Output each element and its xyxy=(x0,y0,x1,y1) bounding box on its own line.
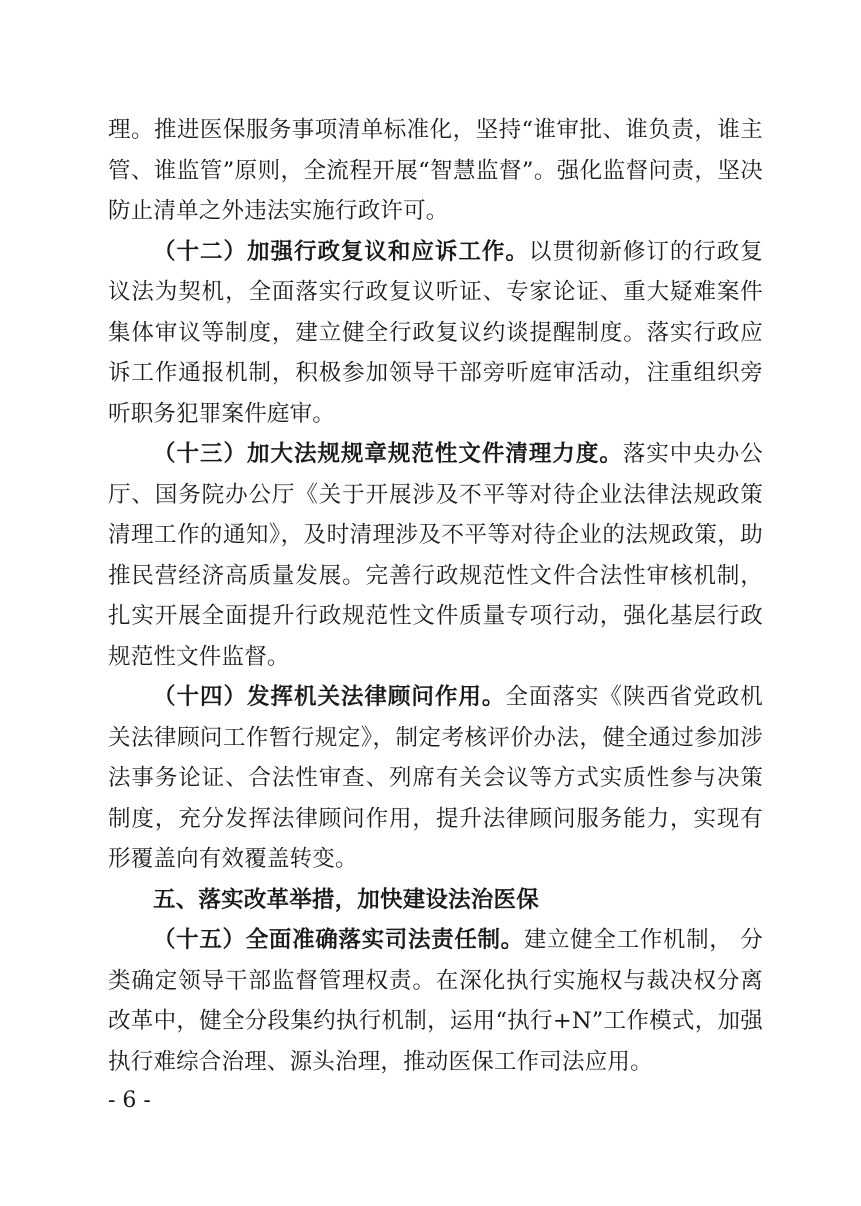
page-number: - 6 - xyxy=(108,1088,151,1113)
paragraph-text: 落实中央办公厅、国务院办公厅《关于开展涉及不平等对待企业法律法规政策清理工作的通知》，及时清理涉及不平等对待企业的法规政策，助推民营经济高质量发展。完善行政规范性文件合法性审核机制，扎实开展全面提升行政规范性文件质量专项行动，强化基层行政规范性文件监督。 xyxy=(108,441,763,670)
paragraph-heading: （十三）加大法规规章规范性文件清理力度。 xyxy=(153,441,623,467)
paragraph-item-12 xyxy=(108,232,763,435)
paragraph-item-13 xyxy=(108,434,763,677)
section-title: 五、落实改革举措，加快建设法治医保 xyxy=(153,886,539,913)
paragraph-item-14 xyxy=(108,677,763,880)
paragraph-text: 理。推进医保服务事项清单标准化，坚持“谁审批、谁负责，谁主管、谁监管”原则，全流程开展“智慧监督”。强化监督问责，坚决防止清单之外违法实施行政许可。 xyxy=(108,117,763,224)
paragraph-heading: （十五）全面准确落实司法责任制。 xyxy=(153,927,524,953)
paragraph-heading: （十四）发挥机关法律顾问作用。 xyxy=(153,684,506,710)
paragraph-text: 全面落实《陕西省党政机关法律顾问工作暂行规定》，制定考核评价办法，健全通过参加涉法事务论证、合法性审查、列席有关会议等方式实质性参与决策制度，充分发挥法律顾问作用，提升法律顾问服务能力，实现有形覆盖向有效覆盖转变。 xyxy=(108,684,763,872)
paragraph-heading: （十二）加强行政复议和应诉工作。 xyxy=(153,238,529,265)
paragraph-item-15 xyxy=(108,920,763,1082)
document-body xyxy=(108,110,763,1082)
paragraph-continuation xyxy=(108,110,763,232)
paragraph-text: 建立健全工作机制， 分类确定领导干部监督管理权责。在深化执行实施权与裁决权分离改革中，健全分段集约执行机制，运用“执行+N”工作模式，加强执行难综合治理、源头治理，推动医保工作司法应用。 xyxy=(108,927,763,1075)
paragraph-text: 以贯彻新修订的行政复议法为契机，全面落实行政复议听证、专家论证、重大疑难案件集体审议等制度，建立健全行政复议约谈提醒制度。落实行政应诉工作通报机制，积极参加领导干部旁听庭审活动，注重组织旁听职务犯罪案件庭审。 xyxy=(108,238,763,427)
